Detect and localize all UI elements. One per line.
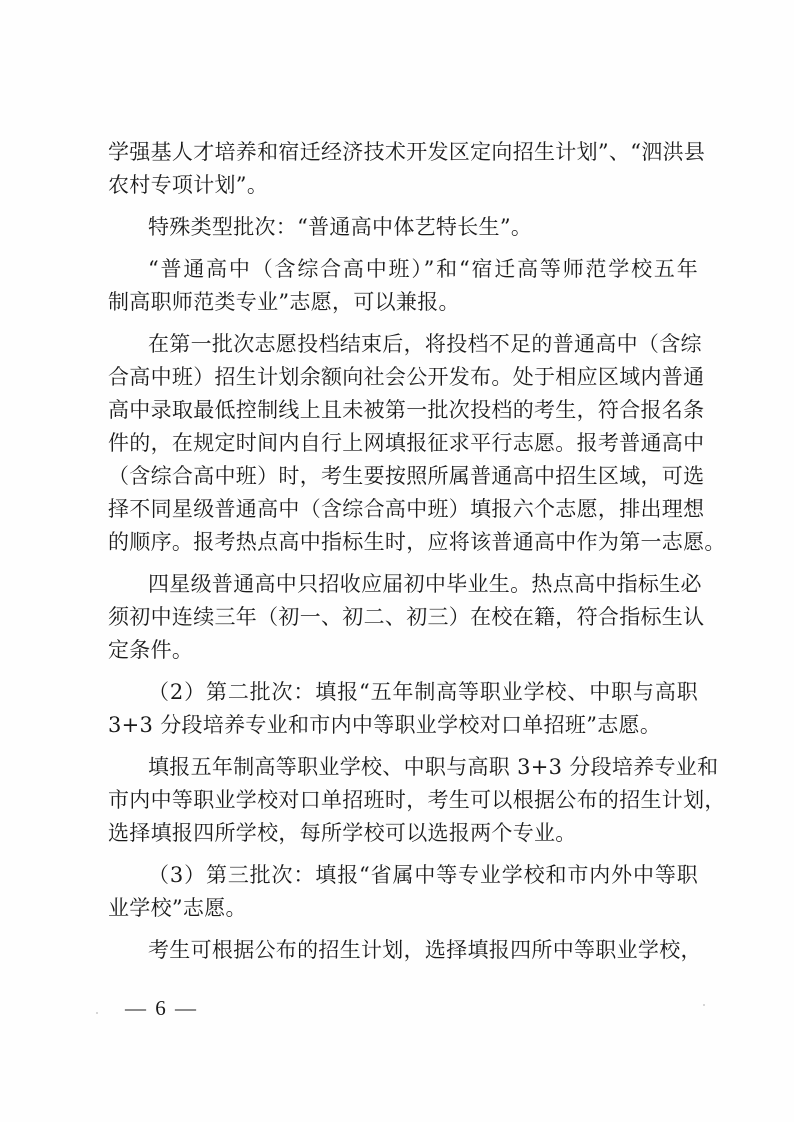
text-line: 填报五年制高等职业学校、中职与高职 3+3 分段培养专业和 (148, 755, 719, 779)
text-line: 特殊类型批次：“普通高中体艺特长生”。 (148, 215, 533, 239)
text-line: （3）第三批次：填报“省属中等专业学校和市内外中等职 (148, 863, 698, 887)
paragraph (108, 136, 706, 202)
text-line: 件的，在规定时间内自行上网填报征求平行志愿。报考普通高中 (108, 431, 705, 455)
paragraph (108, 751, 726, 850)
text-line: 四星级普通高中只招收应届初中毕业生。热点高中指标生必 (148, 572, 702, 596)
text-line: 高中录取最低控制线上且未被第一批次投档的考生，符合报名条 (108, 398, 705, 422)
body-text (108, 136, 726, 967)
text-line: 市内中等职业学校对口单招班时，考生可以根据公布的招生计划， (108, 788, 726, 812)
paragraph (108, 676, 698, 742)
text-line: 合高中班）招生计划余额向社会公开发布。处于相应区域内普通 (108, 365, 705, 389)
text-line: 定条件。 (108, 638, 194, 662)
scan-speck (703, 1004, 705, 1006)
text-line: （2）第二批次：填报“五年制高等职业学校、中职与高职 (148, 680, 698, 704)
text-line: 考生可根据公布的招生计划，选择填报四所中等职业学校， (148, 938, 702, 962)
text-line: （含综合高中班）时，考生要按照所属普通高中招生区域，可选 (108, 464, 705, 488)
text-line: 制高职师范类专业”志愿，可以兼报。 (108, 290, 460, 314)
text-line: 须初中连续三年（初一、初二、初三）在校在籍，符合指标生认 (108, 605, 705, 629)
paragraph (108, 859, 698, 925)
paragraph (108, 253, 698, 319)
paragraph (108, 328, 726, 559)
text-line: 择不同星级普通高中（含综合高中班）填报六个志愿，排出理想 (108, 497, 705, 521)
text-line: “普通高中（含综合高中班）”和“宿迁高等师范学校五年 (148, 257, 698, 281)
paragraph (108, 568, 705, 667)
paragraph (108, 934, 702, 967)
text-line: 学强基人才培养和宿迁经济技术开发区定向招生计划”、“泗洪县 (108, 140, 706, 164)
text-line: 选择填报四所学校，每所学校可以选报两个专业。 (108, 821, 577, 845)
text-line: 业学校”志愿。 (108, 896, 247, 920)
text-line: 的顺序。报考热点高中指标生时，应将该普通高中作为第一志愿。 (108, 530, 726, 554)
paragraph (108, 211, 698, 244)
text-line: 在第一批次志愿投档结束后，将投档不足的普通高中（含综 (148, 332, 702, 356)
scan-speck (96, 1012, 98, 1014)
text-line: 3+3 分段培养专业和市内中等职业学校对口单招班”志愿。 (108, 713, 662, 737)
page-number: — 6 — (125, 996, 198, 1020)
text-line: 农村专项计划”。 (108, 173, 269, 197)
